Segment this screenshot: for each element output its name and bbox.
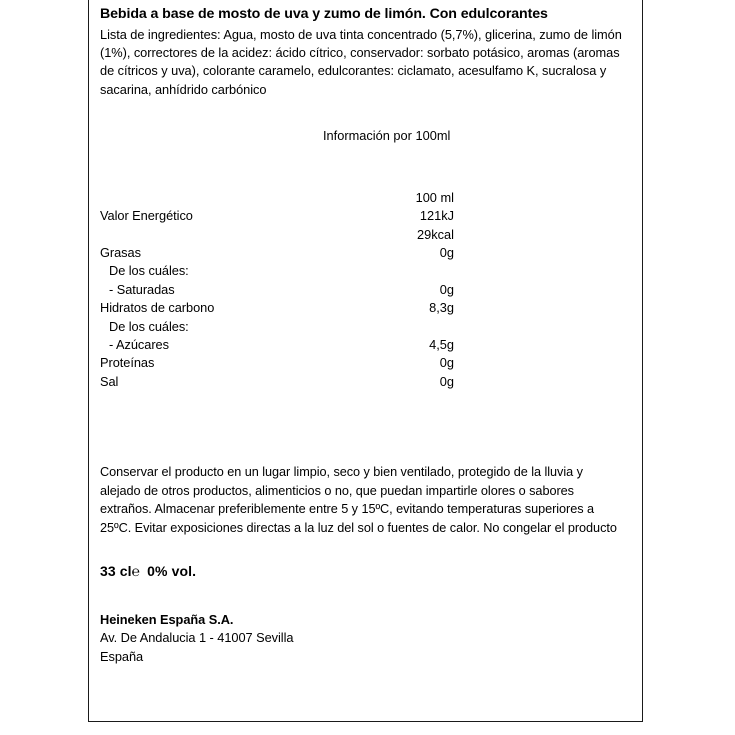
nutrient-label [100,226,399,244]
ingredients-list: Lista de ingredientes: Agua, mosto de uva tinta concentrado (5,7%), glicerina, zumo de limón (1%), correctores de la acidez: ácido cítrico, conservador: sorbato potásico, aromas (aromas de cítricos y uva), colorante caramelo, edulcorantes: ciclamato, acesulfamo K, sucralosa y sacarina, anhídrido carbónico [100,27,622,97]
nutrient-value: 0g [439,281,454,297]
label-content [89,0,642,666]
table-row [100,226,632,244]
table-row [100,281,632,299]
table-row [100,299,632,317]
nutrient-value: 8,3g [429,300,454,316]
volume-line [100,563,632,579]
nutrition-spacer [454,189,632,207]
company-info [100,611,632,666]
nutrient-value: 0g [439,245,454,261]
nutrient-value: 0g [439,355,454,371]
table-row [100,318,632,336]
product-title: Bebida a base de mosto de uva y zumo de limón. Con edulcorantes [100,6,548,22]
nutrient-value: 0g [439,373,454,389]
estimated-sign-icon: ℮ [131,562,141,579]
nutrient-label: - Saturadas [109,281,175,297]
company-country: España [100,648,144,664]
nutrient-label: De los cuáles: [109,318,189,334]
nutrition-header-label [100,189,399,207]
nutrient-label: De los cuáles: [109,263,189,279]
volume-amount: 33 cl [100,562,132,579]
nutrition-block [100,127,632,391]
nutrient-label: - Azúcares [109,337,169,353]
nutrient-value: 121kJ [419,208,454,224]
nutrient-value [399,262,454,280]
company-name: Heineken España S.A. [100,611,234,627]
nutrition-heading: Información por 100ml [323,127,451,143]
table-row [100,336,632,354]
storage-instructions: Conservar el producto en un lugar limpio, seco y bien ventilado, protegido de la lluvia y alejado de otros productos, alimenticios o no, que puedan impartirle olores o sabores extraños. Almacenar preferiblemente entre 5 y 15ºC, evitando temperaturas superiores a 25ºC. Evitar exposiciones directas a la luz del sol o fuentes de calor. No congelar el producto [100,465,617,535]
nutrition-table [100,189,632,391]
nutrient-value: 4,5g [429,337,454,353]
table-row [100,244,632,262]
alcohol-content: 0% vol. [147,562,197,579]
company-address: Av. De Andalucia 1 - 41007 Sevilla [100,630,294,646]
nutrient-value [399,318,454,336]
table-row [100,262,632,280]
nutrition-column-header: 100 ml [415,189,454,205]
nutrition-header-row [100,189,632,207]
product-label-panel [88,0,643,722]
nutrient-label: Proteínas [100,355,155,371]
nutrient-label: Valor Energético [100,208,193,224]
nutrient-value: 29kcal [417,226,454,242]
nutrient-label: Grasas [100,245,141,261]
table-row [100,354,632,372]
table-row [100,373,632,391]
table-row [100,207,632,225]
nutrient-label: Hidratos de carbono [100,300,215,316]
nutrient-label: Sal [100,373,119,389]
